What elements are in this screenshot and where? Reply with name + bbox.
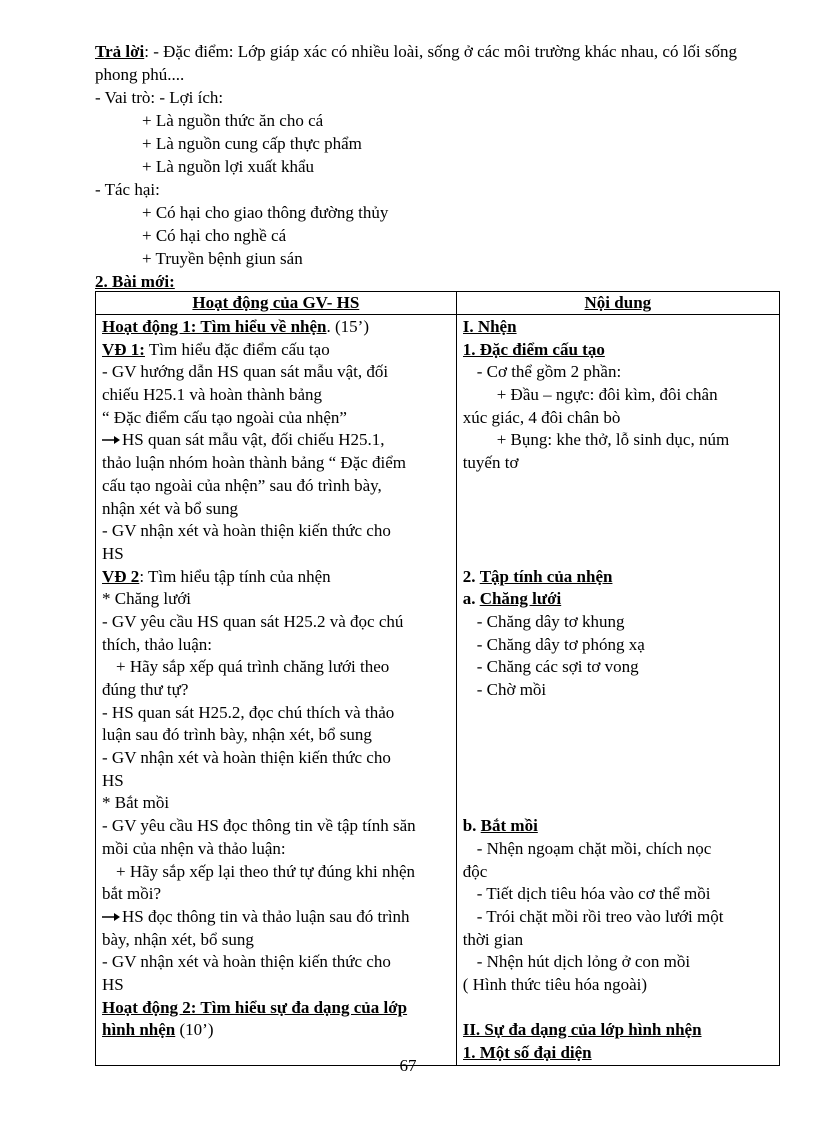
list-item: - Nhện ngoạm chặt mồi, chích nọc bbox=[476, 838, 712, 858]
benefit-item: + Là nguồn thức ăn cho cá bbox=[142, 111, 324, 130]
answer-label: Trả lời bbox=[95, 42, 145, 61]
text-line: ( Hình thức tiêu hóa ngoài) bbox=[462, 974, 648, 994]
heading-web: Chăng lưới bbox=[479, 589, 562, 609]
arrow-right-icon bbox=[102, 906, 122, 929]
table-header-row bbox=[96, 292, 780, 315]
text-line: * Bắt mồi bbox=[102, 793, 170, 813]
benefit-item: + Là nguồn lợi xuất khẩu bbox=[142, 157, 315, 176]
activities-cell bbox=[96, 315, 457, 1066]
heading-web-num: a. bbox=[462, 589, 476, 609]
text-line: HS bbox=[102, 543, 124, 563]
activity2-time: (10’) bbox=[175, 1020, 214, 1040]
text-line: HS bbox=[102, 974, 124, 994]
text-line: HS bbox=[102, 770, 124, 790]
heading-behavior: Tập tính của nhện bbox=[479, 566, 613, 586]
vd2-text: : Tìm hiểu tập tính của nhện bbox=[139, 566, 331, 586]
heading-spider: I. Nhện bbox=[462, 317, 517, 336]
vd1-label: VĐ 1: bbox=[102, 339, 145, 359]
list-item: - Chăng các sợi tơ vong bbox=[476, 657, 639, 677]
text-line: bày, nhận xét, bổ sung bbox=[102, 929, 254, 949]
lesson-table bbox=[95, 291, 780, 1066]
text-line: mồi của nhện và thảo luận: bbox=[102, 838, 286, 858]
role-heading: - Vai trò: - Lợi ích: bbox=[95, 88, 224, 107]
activity2-title: Hoạt động 2: Tìm hiểu sự đa dạng của lớp bbox=[102, 997, 408, 1017]
text-line: + Đầu – ngực: đôi kìm, đôi chân bbox=[496, 385, 718, 405]
list-item: - Chờ mồi bbox=[476, 680, 547, 699]
heading-prey: Bắt mồi bbox=[480, 816, 538, 836]
text-line: - GV yêu cầu HS quan sát H25.2 và đọc chú bbox=[102, 611, 404, 631]
answer-intro-text: : - Đặc điểm: Lớp giáp xác có nhiều loài, sống ở các môi trường khác nhau, có lối sống phong phú.... bbox=[95, 42, 738, 84]
heading-diversity: II. Sự đa dạng của lớp hình nhện bbox=[462, 1020, 702, 1040]
list-item: - Nhện hút dịch lỏng ở con mồi bbox=[476, 952, 691, 972]
activity2-title-cont: hình nhện bbox=[102, 1020, 176, 1040]
text-line: thảo luận nhóm hoàn thành bảng “ Đặc điểm bbox=[102, 453, 407, 473]
text-line: * Chăng lưới bbox=[102, 589, 192, 609]
text-line: thích, thảo luận: bbox=[102, 634, 213, 654]
text-line: - Cơ thể gồm 2 phần: bbox=[476, 362, 622, 382]
vd2-label: VĐ 2 bbox=[102, 566, 140, 586]
header-content: Nội dung bbox=[456, 292, 779, 315]
harm-heading: - Tác hại: bbox=[95, 180, 160, 199]
text-line: tuyến tơ bbox=[462, 453, 519, 473]
content-cell bbox=[456, 315, 779, 1066]
text-line: thời gian bbox=[462, 929, 524, 949]
text-line: độc bbox=[462, 861, 488, 881]
text-line: - HS quan sát H25.2, đọc chú thích và thảo bbox=[102, 702, 395, 722]
text-line: - GV nhận xét và hoàn thiện kiến thức cho bbox=[102, 521, 391, 541]
heading-representatives: 1. Một số đại diện bbox=[462, 1043, 592, 1062]
text-line: bắt mồi? bbox=[102, 884, 162, 904]
text-line: chiếu H25.1 và hoàn thành bảng bbox=[102, 385, 322, 405]
text-line: - GV yêu cầu HS đọc thông tin về tập tính săn bbox=[102, 816, 416, 836]
question-line: + Hãy sắp xếp lại theo thứ tự đúng khi nhện bbox=[116, 861, 416, 881]
list-item: - Trói chặt mồi rồi treo vào lưới một bbox=[476, 906, 724, 926]
question-line: + Hãy sắp xếp quá trình chăng lưới theo bbox=[116, 657, 390, 677]
table-row bbox=[96, 315, 780, 1066]
text-line: + Bụng: khe thở, lỗ sinh dục, núm bbox=[496, 430, 730, 450]
header-activities: Hoạt động của GV- HS bbox=[96, 292, 457, 315]
list-item: - Chăng dây tơ phóng xạ bbox=[476, 634, 645, 654]
benefit-item: + Là nguồn cung cấp thực phẩm bbox=[142, 134, 362, 153]
text-line: xúc giác, 4 đôi chân bò bbox=[462, 407, 621, 427]
answer-section bbox=[95, 40, 781, 293]
page-number: 67 bbox=[399, 1056, 417, 1075]
text-line: “ Đặc điểm cấu tạo ngoài của nhện” bbox=[102, 407, 347, 427]
text-line: - GV nhận xét và hoàn thiện kiến thức cho bbox=[102, 748, 391, 768]
text-line: HS đọc thông tin và thảo luận sau đó trình bbox=[122, 906, 410, 926]
activity1-time: . (15’) bbox=[326, 317, 369, 336]
text-line: luận sau đó trình bày, nhận xét, bổ sung bbox=[102, 725, 372, 745]
text-line: - GV hướng dẫn HS quan sát mẫu vật, đối bbox=[102, 362, 389, 382]
heading-prey-num: b. bbox=[462, 816, 477, 836]
vd1-text: Tìm hiểu đặc điểm cấu tạo bbox=[144, 339, 330, 359]
arrow-right-icon bbox=[102, 429, 122, 452]
harm-item: + Có hại cho giao thông đường thủy bbox=[142, 203, 389, 222]
heading-structure: 1. Đặc điểm cấu tạo bbox=[462, 339, 605, 359]
harm-item: + Có hại cho nghề cá bbox=[142, 226, 287, 245]
text-line: cấu tạo ngoài của nhện” sau đó trình bày, bbox=[102, 475, 382, 495]
heading-behavior-num: 2. bbox=[462, 566, 476, 586]
text-line: HS quan sát mẫu vật, đối chiếu H25.1, bbox=[122, 430, 385, 450]
harm-item: + Truyền bệnh giun sán bbox=[142, 249, 303, 268]
list-item: - Tiết dịch tiêu hóa vào cơ thể mồi bbox=[476, 884, 711, 904]
text-line: đúng thư tự? bbox=[102, 680, 189, 699]
answer-intro bbox=[95, 40, 781, 86]
section-title: 2. Bài mới: bbox=[95, 272, 175, 291]
text-line: - GV nhận xét và hoàn thiện kiến thức cho bbox=[102, 952, 391, 972]
list-item: - Chăng dây tơ khung bbox=[476, 611, 625, 631]
activity1-title: Hoạt động 1: Tìm hiểu về nhện bbox=[102, 317, 327, 336]
text-line: nhận xét và bổ sung bbox=[102, 498, 238, 518]
